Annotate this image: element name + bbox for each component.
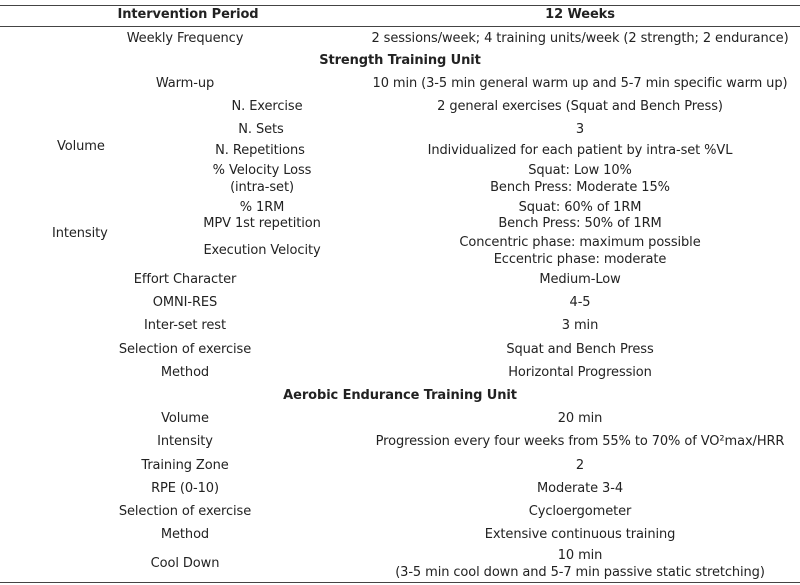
label-velocity-loss: % Velocity Loss [212, 163, 312, 178]
label-method-strength: Method [160, 365, 210, 380]
label-weekly-frequency: Weekly Frequency [126, 31, 244, 46]
label-n-exercise: N. Exercise [231, 99, 303, 114]
value-method-strength: Horizontal Progression [508, 365, 652, 380]
value-velocity-loss-squat: Squat: Low 10% [528, 163, 632, 178]
label-rpe: RPE (0-10) [151, 481, 219, 496]
value-effort-character: Medium-Low [539, 272, 621, 287]
heading-strength-training-unit: Strength Training Unit [319, 53, 481, 68]
value-execution-eccentric: Eccentric phase: moderate [493, 252, 667, 267]
label-n-repetitions: N. Repetitions [215, 143, 305, 158]
header-12-weeks: 12 Weeks [545, 7, 615, 22]
label-n-sets: N. Sets [238, 122, 284, 137]
value-aerobic-volume: 20 min [557, 411, 603, 426]
value-one-rm-squat: Squat: 60% of 1RM [518, 200, 642, 215]
group-intensity: Intensity [52, 226, 108, 241]
label-cool-down: Cool Down [150, 556, 220, 571]
label-selection-exercise-aerobic: Selection of exercise [118, 504, 252, 519]
value-cool-down-detail: (3-5 min cool down and 5-7 min passive static stretching) [395, 565, 765, 580]
group-volume: Volume [57, 139, 105, 154]
value-selection-exercise-strength: Squat and Bench Press [506, 342, 654, 357]
value-one-rm-bench: Bench Press: 50% of 1RM [498, 216, 662, 231]
value-cool-down-duration: 10 min [557, 548, 603, 563]
value-training-zone: 2 [575, 458, 585, 473]
label-warm-up: Warm-up [155, 76, 215, 91]
label-inter-set-rest: Inter-set rest [144, 318, 226, 333]
label-velocity-loss-sub: (intra-set) [230, 180, 294, 195]
value-selection-exercise-aerobic: Cycloergometer [528, 504, 632, 519]
value-aerobic-intensity: Progression every four weeks from 55% to 70% of VO²max/HRR [375, 434, 785, 449]
value-warm-up: 10 min (3-5 min general warm up and 5-7 min specific warm up) [372, 76, 788, 91]
top-rule [0, 5, 800, 6]
value-n-repetitions: Individualized for each patient by intra-set %VL [427, 143, 733, 158]
label-one-rm: % 1RM [239, 200, 285, 215]
value-execution-concentric: Concentric phase: maximum possible [459, 235, 701, 250]
header-rule [0, 26, 800, 27]
label-aerobic-volume: Volume [161, 411, 209, 426]
value-weekly-frequency: 2 sessions/week; 4 training units/week (2 strength; 2 endurance) [371, 31, 789, 46]
value-inter-set-rest: 3 min [561, 318, 599, 333]
label-mpv-first-rep: MPV 1st repetition [203, 216, 321, 231]
value-n-exercise: 2 general exercises (Squat and Bench Press) [437, 99, 723, 114]
value-omni-res: 4-5 [569, 295, 591, 310]
label-aerobic-intensity: Intensity [157, 434, 213, 449]
heading-aerobic-endurance-unit: Aerobic Endurance Training Unit [283, 388, 517, 403]
bottom-rule [0, 582, 800, 583]
value-n-sets: 3 [575, 122, 585, 137]
label-method-aerobic: Method [160, 527, 210, 542]
value-velocity-loss-bench: Bench Press: Moderate 15% [490, 180, 670, 195]
value-rpe: Moderate 3-4 [537, 481, 623, 496]
label-effort-character: Effort Character [133, 272, 237, 287]
label-selection-exercise-strength: Selection of exercise [118, 342, 252, 357]
label-omni-res: OMNI-RES [152, 295, 218, 310]
value-method-aerobic: Extensive continuous training [484, 527, 676, 542]
label-execution-velocity: Execution Velocity [203, 243, 321, 258]
header-intervention-period: Intervention Period [117, 7, 259, 22]
label-training-zone: Training Zone [141, 458, 229, 473]
